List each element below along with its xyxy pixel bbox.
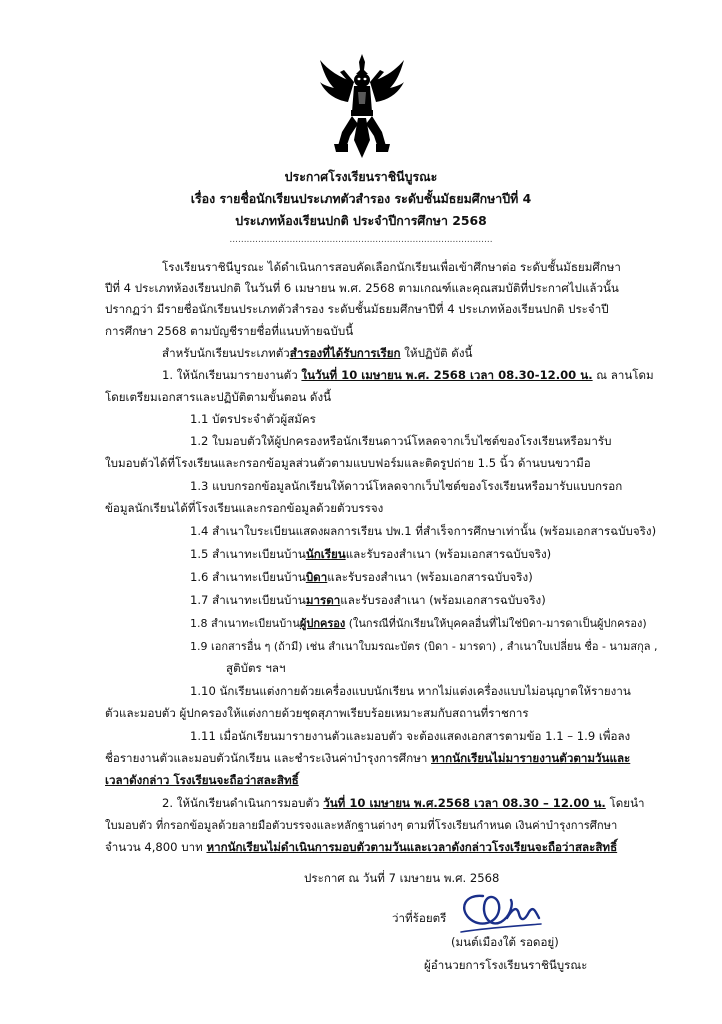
sub-1-5-emph: นักเรียน [305, 547, 346, 561]
item-2-suffix: โดยนำ [605, 796, 645, 810]
intro-line-1: โรงเรียนราชินีบูรณะ ได้ดำเนินการสอบคัดเลือกนักเรียนเพื่อเข้าศึกษาต่อ ระดับชั้นมัธยมศึกษา [162, 260, 621, 274]
item-2 [162, 798, 645, 810]
sub-1-10-a: 1.10 นักเรียนแต่งกายด้วยเครื่องแบบนักเรียน หากไม่แต่งเครื่องแบบไม่อนุญาตให้รายงาน [190, 684, 631, 698]
item-2-prefix: 2. ให้นักเรียนดำเนินการมอบตัว [162, 796, 324, 810]
reserve-suffix: ให้ปฏิบัติ ดังนี้ [400, 346, 473, 360]
signer-position: ผู้อำนวยการโรงเรียนราชินีบูรณะ [424, 958, 588, 972]
sub-1-10-b: ตัวและมอบตัว ผู้ปกครองให้แต่งกายด้วยชุดสุภาพเรียบร้อยเหมาะสมกับสถานที่ราชการ [105, 706, 529, 720]
sub-1-4: 1.4 สำเนาใบระเบียนแสดงผลการเรียน ปพ.1 ที่สำเร็จการศึกษาเท่านั้น (พร้อมเอกสารฉบับจริง) [190, 524, 657, 538]
intro-line-4: การศึกษา 2568 ตามบัญชีรายชื่อที่แนบท้ายฉบับนี้ [105, 324, 354, 338]
sub-1-8 [190, 618, 647, 629]
sub-1-11-b [105, 753, 630, 765]
sub-1-3-a: 1.3 แบบกรอกข้อมูลนักเรียนให้ดาวน์โหลดจากเว็บไซต์ของโรงเรียนหรือมารับแบบกรอก [190, 479, 623, 493]
sub-1-2-a: 1.2 ใบมอบตัวให้ผู้ปกครองหรือนักเรียนดาวน์โหลดจากเว็บไซต์ของโรงเรียนหรือมารับ [190, 434, 612, 448]
sub-1-9-a: 1.9 เอกสารอื่น ๆ (ถ้ามี) เช่น สำเนาใบมรณะบัตร (บิดา - มารดา) , สำเนาใบเปลี่ยน ชื่อ - นามสกุล , [190, 640, 658, 653]
sub-1-5-pre: 1.5 สำเนาทะเบียนบ้าน [190, 547, 306, 561]
item-2-line-2: ใบมอบตัว ที่กรอกข้อมูลด้วยลายมือตัวบรรจงและหลักฐานต่างๆ ตามที่โรงเรียนกำหนด เงินค่าบำรุงการศึกษา [105, 819, 618, 832]
sub-1-11-c: เวลาดังกล่าว โรงเรียนจะถือว่าสละสิทธิ์ [105, 773, 299, 787]
item-2-line-3-emph: หากนักเรียนไม่ดำเนินการมอบตัวตามวันและเวลาดังกล่าวโรงเรียนจะถือว่าสละสิทธิ์ [206, 840, 618, 854]
item-1-line-2: โดยเตรียมเอกสารและปฏิบัติตามขั้นตอน ดังนี้ [105, 390, 332, 404]
sub-1-11-b-emph: หากนักเรียนไม่มารายงานตัวตามวันและ [431, 751, 631, 765]
intro-line-3: ปรากฏว่า มีรายชื่อนักเรียนประเภทตัวสำรอง ระดับชั้นมัธยมศึกษาปีที่ 4 ประเภทห้องเรียนปกติ ประจำปี [105, 302, 609, 316]
item-1-prefix: 1. ให้นักเรียนมารายงานตัว [162, 368, 302, 382]
sub-1-6-post: และรับรองสำเนา (พร้อมเอกสารฉบับจริง) [327, 570, 533, 584]
sub-1-11-b-pre: ชื่อรายงานตัวและมอบตัวนักเรียน และชำระเงินค่าบำรุงการศึกษา [105, 751, 432, 765]
title-line-1: ประกาศโรงเรียนราชินีบูรณะ [284, 169, 438, 184]
sub-1-3-b: ข้อมูลนักเรียนได้ที่โรงเรียนและกรอกข้อมูลด้วยตัวบรรจง [105, 501, 384, 515]
sub-1-7 [190, 595, 546, 607]
sub-1-8-post: (ในกรณีที่นักเรียนให้บุคคลอื่นที่ไม่ใช่บิดา-มารดาเป็นผู้ปกครอง) [345, 617, 647, 630]
sub-1-6 [190, 572, 533, 584]
sub-1-8-pre: 1.8 สำเนาทะเบียนบ้าน [190, 617, 300, 630]
title-line-3: ประเภทห้องเรียนปกติ ประจำปีการศึกษา 2568 [235, 213, 487, 228]
reserve-emphasis: สำรองที่ได้รับการเรียก [289, 346, 401, 360]
sub-1-5-post: และรับรองสำเนา (พร้อมเอกสารฉบับจริง) [345, 547, 552, 561]
sub-1-9-b: สูติบัตร ฯลฯ [226, 661, 286, 675]
item-1 [162, 370, 654, 382]
item-2-date: วันที่ 10 เมษายน พ.ศ.2568 เวลา 08.30 – 12.00 น. [323, 796, 606, 810]
garuda-emblem-icon [318, 52, 406, 160]
announce-date: ประกาศ ณ วันที่ 7 เมษายน พ.ศ. 2568 [304, 871, 500, 885]
sub-1-7-emph: มารดา [305, 593, 341, 607]
signature-icon [455, 888, 545, 938]
signer-rank: ว่าที่ร้อยตรี [392, 911, 447, 925]
sub-1-1: 1.1 บัตรประจำตัวผู้สมัคร [190, 412, 316, 426]
sub-1-7-pre: 1.7 สำเนาทะเบียนบ้าน [190, 593, 306, 607]
item-1-date: ในวันที่ 10 เมษายน พ.ศ. 2568 เวลา 08.30-12.00 น. [301, 368, 593, 382]
sub-1-8-emph: ผู้ปกครอง [299, 617, 346, 630]
reserve-instruction [162, 348, 472, 360]
sub-1-11-a: 1.11 เมื่อนักเรียนมารายงานตัวและมอบตัว จะต้องแสดงเอกสารตามข้อ 1.1 – 1.9 เพื่อลง [190, 729, 631, 743]
sub-1-6-emph: บิดา [305, 570, 328, 584]
sub-1-2-b: ใบมอบตัวได้ที่โรงเรียนและกรอกข้อมูลส่วนตัวตามแบบฟอร์มและติดรูปถ่าย 1.5 นิ้ว ด้านบนขวามือ [105, 456, 591, 470]
item-1-suffix: ณ ลานโดม [592, 368, 654, 382]
title-separator: ............................................................................................ [229, 235, 493, 245]
sub-1-5 [190, 549, 551, 561]
title-line-2: เรื่อง รายชื่อนักเรียนประเภทตัวสำรอง ระดับชั้นมัธยมศึกษาปีที่ 4 [190, 191, 532, 206]
item-2-line-3-pre: จำนวน 4,800 บาท [105, 840, 207, 854]
signer-name: (มนต์เมืองใต้ รอดอยู่) [451, 935, 559, 949]
item-2-line-3 [105, 842, 617, 854]
sub-1-7-post: และรับรองสำเนา (พร้อมเอกสารฉบับจริง) [340, 593, 546, 607]
reserve-prefix: สำหรับนักเรียนประเภทตัว [162, 346, 290, 360]
intro-line-2: ปีที่ 4 ประเภทห้องเรียนปกติ ในวันที่ 6 เมษายน พ.ศ. 2568 ตามเกณฑ์และคุณสมบัติที่ประกาศไปแล้วนั้น [105, 281, 619, 295]
sub-1-6-pre: 1.6 สำเนาทะเบียนบ้าน [190, 570, 306, 584]
